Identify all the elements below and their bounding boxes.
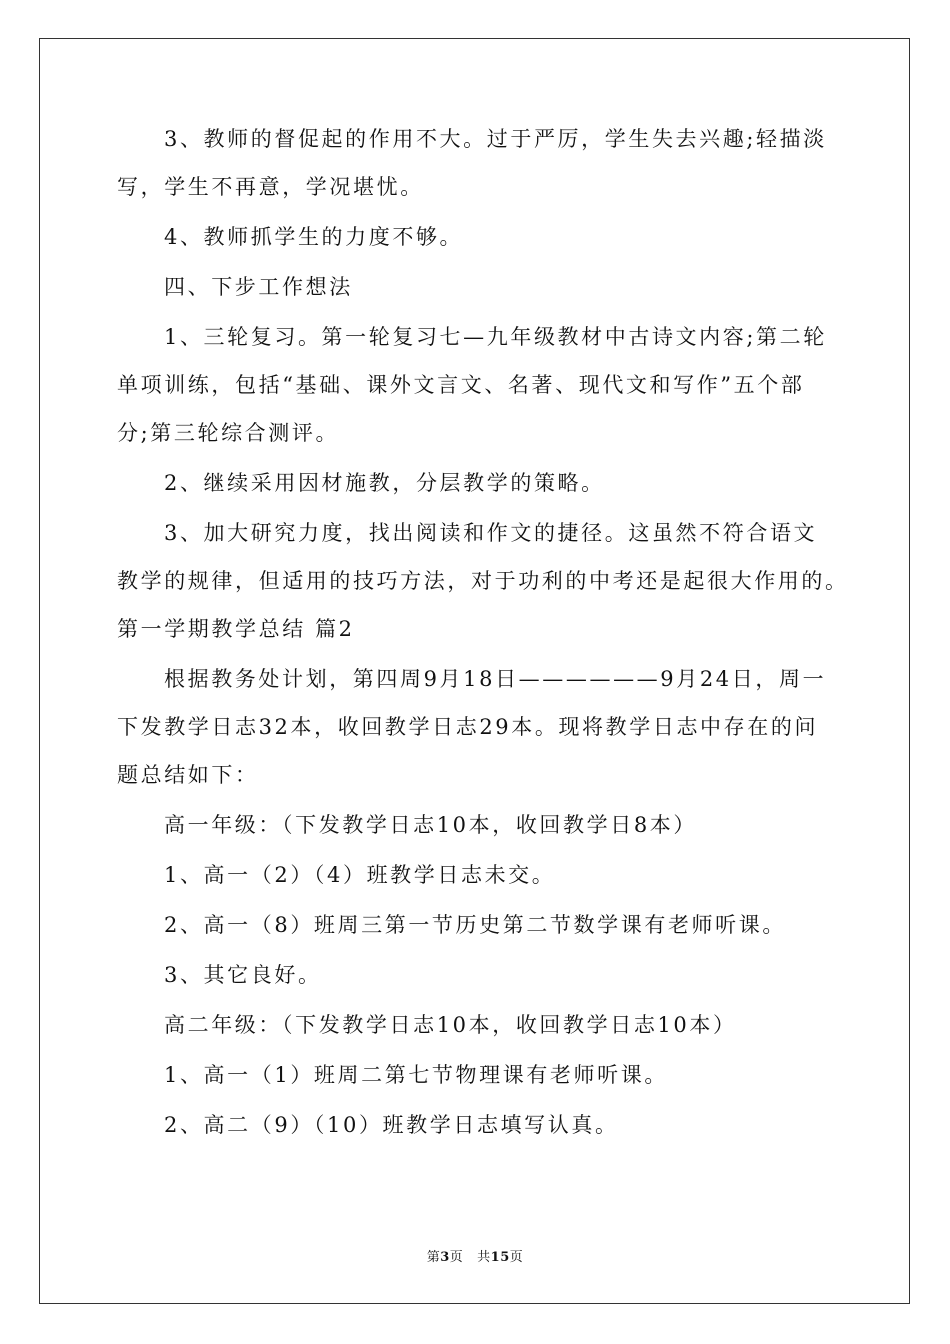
article-title — [117, 614, 837, 644]
paragraph-line: 教学的规律，但适用的技巧方法，对于功利的中考还是起很大作用的。 — [117, 569, 849, 593]
paragraph-line: 4、教师抓学生的力度不够。 — [164, 225, 464, 249]
paragraph-line: 1、高一（2）（4）班教学日志未交。 — [164, 863, 556, 887]
paragraph-line: 分;第三轮综合测评。 — [117, 421, 340, 445]
footer-prefix: 第 — [426, 1250, 441, 1265]
paragraph-line: 高二年级：（下发教学日志10本，收回教学日志10本） — [164, 1013, 737, 1037]
current-page-number: 3 — [440, 1250, 450, 1265]
page-footer — [0, 1250, 950, 1266]
paragraph — [117, 518, 849, 596]
paragraph-line: 高一年级：（下发教学日志10本，收回教学日8本） — [164, 813, 697, 837]
paragraph — [117, 1110, 837, 1140]
paragraph — [117, 664, 837, 790]
paragraph-line: 3、教师的督促起的作用不大。过于严厉，学生失去兴趣;轻描淡 — [164, 127, 827, 151]
total-page-count: 15 — [490, 1250, 510, 1265]
paragraph — [117, 468, 837, 498]
paragraph-line: 写，学生不再意，学况堪忧。 — [117, 175, 424, 199]
footer-suffix: 页 — [509, 1250, 524, 1265]
article-title-text: 第一学期教学总结 篇2 — [117, 617, 355, 641]
section-heading — [117, 272, 837, 302]
paragraph — [117, 222, 837, 252]
paragraph-line: 四、下步工作想法 — [164, 275, 353, 299]
paragraph-line: 根据教务处计划，第四周9月18日——————9月24日，周一 — [164, 667, 827, 691]
paragraph-line: 2、高二（9）（10）班教学日志填写认真。 — [164, 1113, 619, 1137]
paragraph-line: 3、加大研究力度，找出阅读和作文的捷径。这虽然不符合语文 — [164, 521, 818, 545]
paragraph — [117, 1010, 837, 1040]
paragraph-line: 2、高一（8）班周三第一节历史第二节数学课有老师听课。 — [164, 913, 786, 937]
paragraph — [117, 124, 837, 202]
paragraph — [117, 322, 837, 448]
paragraph-line: 3、其它良好。 — [164, 963, 322, 987]
paragraph-line: 1、高一（1）班周二第七节物理课有老师听课。 — [164, 1063, 668, 1087]
paragraph-line: 下发教学日志32本，收回教学日志29本。现将教学日志中存在的问 — [117, 715, 819, 739]
paragraph-line: 1、三轮复习。第一轮复习七—九年级教材中古诗文内容;第二轮 — [164, 325, 827, 349]
paragraph — [117, 960, 837, 990]
paragraph — [117, 910, 837, 940]
paragraph-line: 单项训练，包括“基础、课外文言文、名著、现代文和写作”五个部 — [117, 373, 805, 397]
paragraph — [117, 860, 837, 890]
paragraph-line: 2、继续采用因材施教，分层教学的策略。 — [164, 471, 605, 495]
paragraph-line: 题总结如下： — [117, 763, 259, 787]
footer-middle: 页 共 — [449, 1250, 491, 1265]
document-body — [117, 124, 849, 1140]
paragraph — [117, 810, 837, 840]
paragraph — [117, 1060, 837, 1090]
